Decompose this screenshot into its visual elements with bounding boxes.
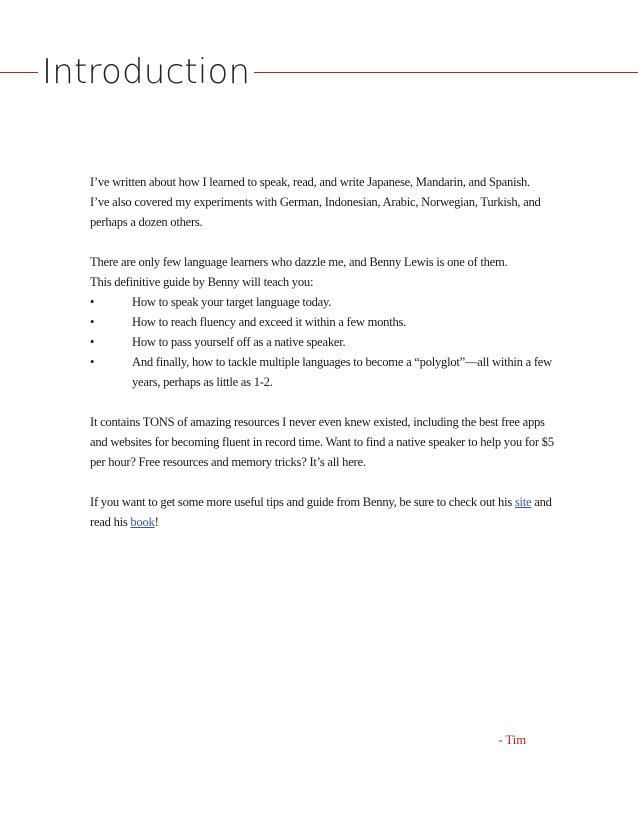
bullet-text: How to speak your target language today.	[132, 295, 332, 309]
paragraph-4-text: and	[531, 495, 552, 509]
signature: - Tim	[498, 733, 526, 747]
bullet-item	[90, 312, 560, 332]
paragraph-1-line-2: I’ve also covered my experiments with German, Indonesian, Arabic, Norwegian, Turkish, and	[90, 195, 541, 209]
header-rule-right	[254, 72, 638, 73]
paragraph-2-line-2: This definitive guide by Benny will teach you:	[90, 275, 314, 289]
paragraph-2	[90, 252, 560, 292]
paragraph-4	[90, 492, 560, 532]
paragraph-1	[90, 172, 560, 232]
paragraph-2-line-1: There are only few language learners who dazzle me, and Benny Lewis is one of them.	[90, 255, 508, 269]
bullet-item	[90, 292, 560, 312]
paragraph-1-line-1: I’ve written about how I learned to speak, read, and write Japanese, Mandarin, and Spanish.	[90, 175, 530, 189]
paragraph-3-line-1: It contains TONS of amazing resources I never even knew existed, including the best free apps	[90, 415, 545, 429]
paragraph-3-line-3: per hour? Free resources and memory tricks? It’s all here.	[90, 455, 366, 469]
paragraph-4-text: read his	[90, 515, 131, 529]
paragraph-4-text: If you want to get some more useful tips and guide from Benny, be sure to check out his	[90, 495, 515, 509]
paragraph-1-line-3: perhaps a dozen others.	[90, 215, 203, 229]
bullet-icon: •	[90, 295, 95, 309]
bullet-icon: •	[90, 335, 95, 349]
bullet-item	[90, 352, 560, 392]
bullet-text: How to reach fluency and exceed it within a few months.	[132, 315, 407, 329]
bullet-item	[90, 332, 560, 352]
site-link[interactable]: site	[514, 495, 532, 509]
paragraph-4-text: !	[154, 515, 159, 529]
header-rule-left	[0, 72, 38, 73]
book-link[interactable]: book	[130, 515, 155, 529]
bullet-icon: •	[90, 355, 95, 369]
paragraph-3-line-2: and websites for becoming fluent in record time. Want to find a native speaker to help you for $5	[90, 435, 554, 449]
bullet-text: How to pass yourself off as a native speaker.	[132, 335, 346, 349]
page-title: Introduction	[42, 52, 251, 92]
bullet-text: And finally, how to tackle multiple languages to become a “polyglot”—all within a few years, perhaps as little as 1-2.	[132, 355, 552, 389]
bullet-icon: •	[90, 315, 95, 329]
paragraph-3	[90, 412, 560, 472]
intro-body	[90, 172, 560, 532]
